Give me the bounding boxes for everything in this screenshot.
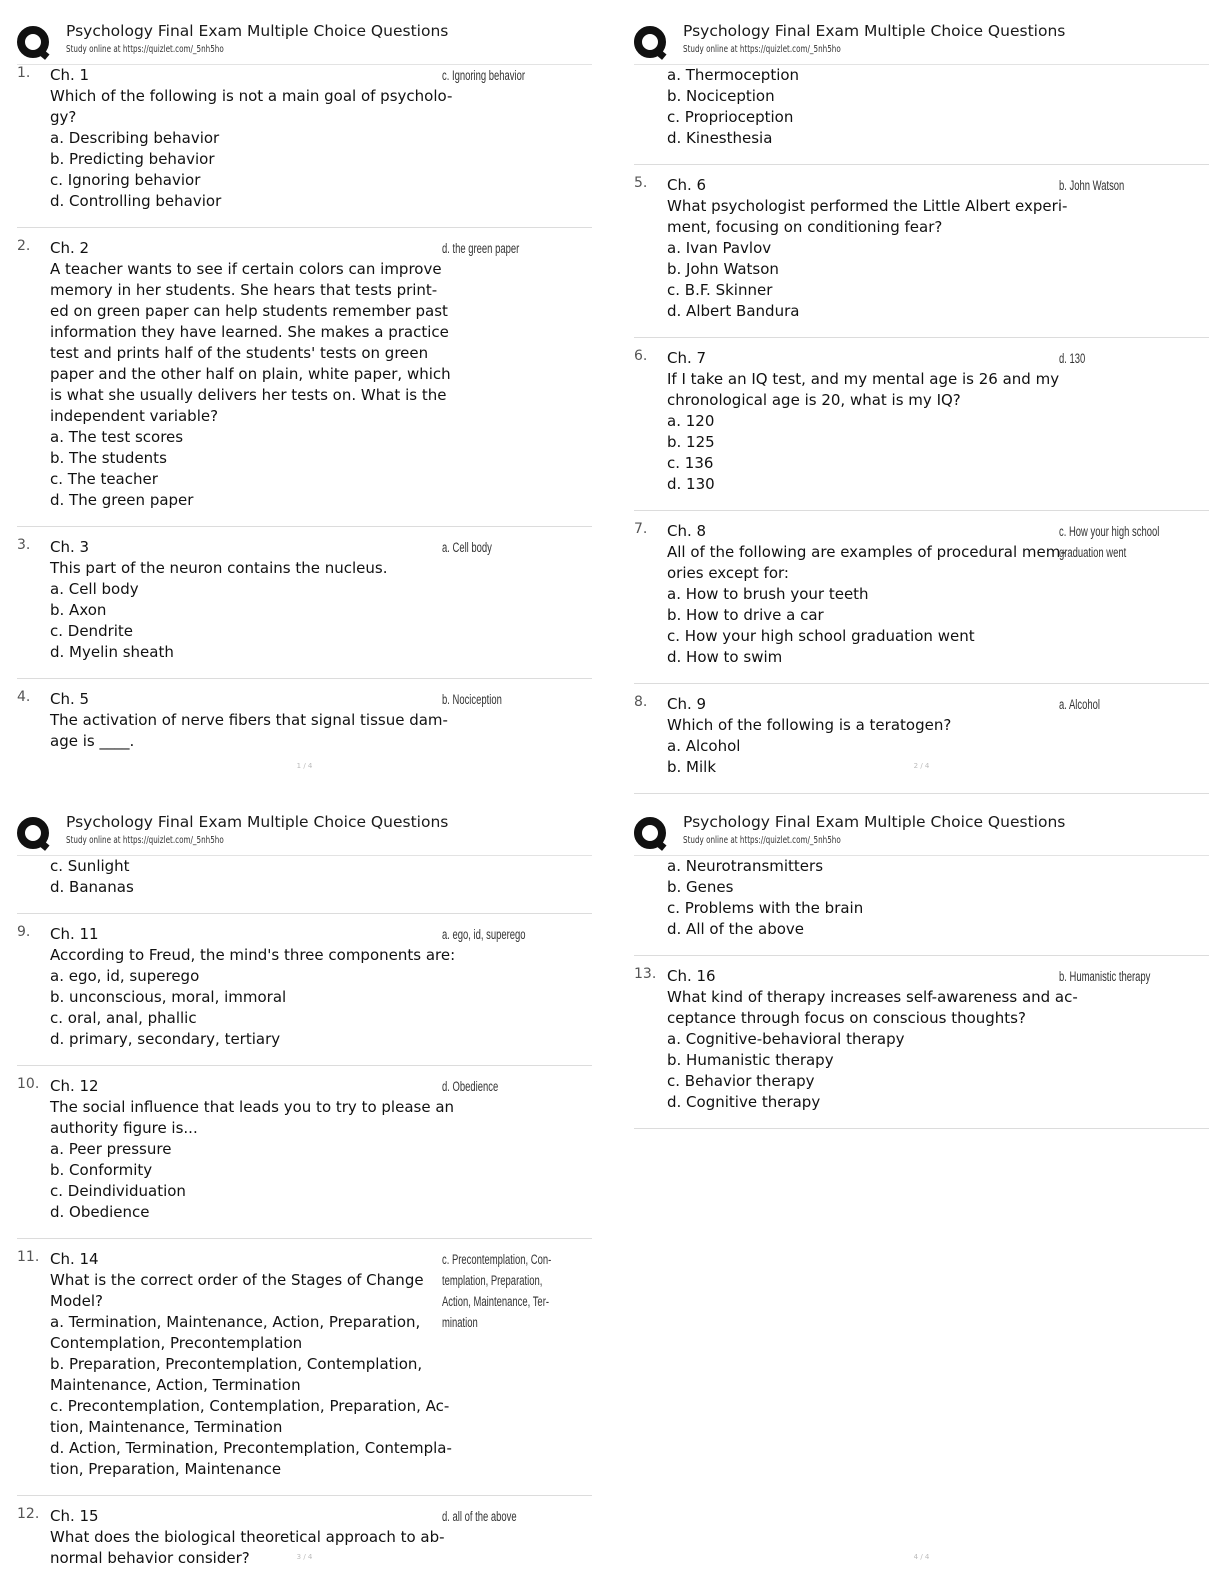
chapter-label: Ch. 16	[667, 967, 716, 985]
question-line: b. Milk	[667, 758, 717, 776]
question-line: Contemplation, Precontemplation	[50, 1334, 303, 1352]
question-text	[667, 856, 1057, 940]
question-line: authority figure is...	[50, 1119, 198, 1137]
answer-line: templation, Preparation,	[442, 1273, 543, 1288]
question-line: a. Termination, Maintenance, Action, Preparation,	[50, 1313, 421, 1331]
question-list	[634, 856, 1209, 1139]
question-line: a. Alcohol	[667, 737, 741, 755]
question-line: b. Preparation, Precontemplation, Contemplation,	[50, 1355, 423, 1373]
question-line: a. The test scores	[50, 428, 184, 446]
page-3	[17, 813, 592, 1593]
question-line: d. Kinesthesia	[667, 129, 773, 147]
question-number: 13.	[634, 966, 657, 982]
chapter-label: Ch. 15	[50, 1507, 99, 1525]
question-line: ceptance through focus on conscious thoughts?	[667, 1009, 1026, 1027]
doc-title: Psychology Final Exam Multiple Choice Questions	[66, 813, 449, 831]
question-text	[50, 238, 451, 511]
question-card	[634, 521, 1209, 684]
question-text	[50, 1249, 452, 1480]
question-line: d. Bananas	[50, 878, 134, 896]
question-line: b. How to drive a car	[667, 606, 824, 624]
question-line: a. Describing behavior	[50, 129, 220, 147]
question-line: d. primary, secondary, tertiary	[50, 1030, 281, 1048]
chapter-label: Ch. 11	[50, 925, 99, 943]
answer-line: d. 130	[1059, 351, 1086, 366]
question-number: 4.	[17, 689, 31, 705]
chapter-label: Ch. 1	[50, 66, 90, 84]
question-line: The social influence that leads you to try to please an	[50, 1098, 455, 1116]
question-number: 10.	[17, 1076, 40, 1092]
question-card	[17, 1506, 592, 1584]
question-line: gy?	[50, 108, 77, 126]
question-line: What kind of therapy increases self-awareness and ac-	[667, 988, 1078, 1006]
question-text	[50, 65, 453, 212]
question-number: 5.	[634, 175, 648, 191]
question-line: b. unconscious, moral, immoral	[50, 988, 287, 1006]
quizlet-logo-icon	[17, 26, 51, 60]
answer-line: b. John Watson	[1059, 178, 1125, 193]
doc-subtitle: Study online at https://quizlet.com/_5nh5ho	[683, 835, 841, 846]
question-card	[17, 1249, 592, 1496]
question-line: c. Precontemplation, Contemplation, Preparation, Ac-	[50, 1397, 450, 1415]
question-number: 12.	[17, 1506, 40, 1522]
question-line: information they have learned. She makes a practice	[50, 323, 449, 341]
doc-subtitle: Study online at https://quizlet.com/_5nh5ho	[683, 44, 841, 55]
question-text	[667, 966, 1078, 1113]
question-line: c. Ignoring behavior	[50, 171, 201, 189]
question-line: c. 136	[667, 454, 714, 472]
answer-key	[442, 1249, 592, 1333]
question-card	[17, 537, 592, 679]
chapter-label: Ch. 2	[50, 239, 90, 257]
question-line: This part of the neuron contains the nucleus.	[50, 559, 388, 577]
question-line: b. Genes	[667, 878, 734, 896]
answer-line: mination	[442, 1315, 478, 1330]
answer-key	[1059, 175, 1209, 196]
question-line: A teacher wants to see if certain colors can improve	[50, 260, 442, 278]
question-line: b. Conformity	[50, 1161, 153, 1179]
chapter-label: Ch. 5	[50, 690, 90, 708]
answer-line: d. all of the above	[442, 1509, 517, 1524]
question-line: d. Controlling behavior	[50, 192, 222, 210]
question-line: c. oral, anal, phallic	[50, 1009, 197, 1027]
question-card	[17, 689, 592, 767]
question-list	[17, 856, 592, 1593]
question-line: d. Obedience	[50, 1203, 150, 1221]
question-line: c. B.F. Skinner	[667, 281, 773, 299]
answer-key	[442, 1506, 592, 1527]
question-line: According to Freud, the mind's three components are:	[50, 946, 456, 964]
answer-key	[442, 65, 592, 86]
question-line: paper and the other half on plain, white paper, which	[50, 365, 451, 383]
question-line: c. Deindividuation	[50, 1182, 186, 1200]
page-header	[634, 22, 1209, 70]
question-line: Maintenance, Action, Termination	[50, 1376, 301, 1394]
question-continuation	[17, 856, 592, 914]
answer-key	[442, 924, 592, 945]
question-line: memory in her students. She hears that tests print-	[50, 281, 438, 299]
question-line: d. Action, Termination, Precontemplation, Contempla-	[50, 1439, 452, 1457]
question-line: What is the correct order of the Stages of Change	[50, 1271, 424, 1289]
doc-subtitle: Study online at https://quizlet.com/_5nh5ho	[66, 835, 224, 846]
answer-line: a. Alcohol	[1059, 697, 1100, 712]
question-line: ed on green paper can help students remember past	[50, 302, 448, 320]
question-line: c. The teacher	[50, 470, 158, 488]
question-line: c. Behavior therapy	[667, 1072, 815, 1090]
question-text	[667, 65, 1057, 149]
answer-line: a. Cell body	[442, 540, 492, 555]
question-number: 8.	[634, 694, 648, 710]
question-line: b. Predicting behavior	[50, 150, 215, 168]
quizlet-logo-icon	[634, 26, 668, 60]
chapter-label: Ch. 14	[50, 1250, 99, 1268]
question-line: a. Cognitive-behavioral therapy	[667, 1030, 905, 1048]
question-card	[17, 1076, 592, 1239]
question-line: a. Cell body	[50, 580, 139, 598]
question-line: a. How to brush your teeth	[667, 585, 869, 603]
question-card	[634, 966, 1209, 1129]
answer-line: b. Humanistic therapy	[1059, 969, 1151, 984]
question-line: The activation of nerve fibers that signal tissue dam-	[50, 711, 448, 729]
page-number: 1 / 4	[296, 762, 313, 770]
question-line: test and prints half of the students' tests on green	[50, 344, 429, 362]
question-card	[17, 924, 592, 1066]
question-number: 9.	[17, 924, 31, 940]
answer-key	[1059, 966, 1209, 987]
page-4	[634, 813, 1209, 1593]
answer-line: d. Obedience	[442, 1079, 499, 1094]
answer-key	[442, 238, 592, 259]
question-line: What psychologist performed the Little Albert experi-	[667, 197, 1068, 215]
question-line: b. Humanistic therapy	[667, 1051, 834, 1069]
question-number: 3.	[17, 537, 31, 553]
answer-key	[442, 537, 592, 558]
doc-title: Psychology Final Exam Multiple Choice Questions	[683, 22, 1066, 40]
question-text	[50, 1076, 455, 1223]
page-header	[634, 813, 1209, 861]
answer-line: d. the green paper	[442, 241, 520, 256]
question-line: a. Peer pressure	[50, 1140, 172, 1158]
answer-key	[442, 1076, 592, 1097]
doc-title: Psychology Final Exam Multiple Choice Questions	[683, 813, 1066, 831]
question-line: is what she usually delivers her tests on. What is the	[50, 386, 447, 404]
quizlet-logo-icon	[634, 817, 668, 851]
answer-line: c. How your high school	[1059, 524, 1160, 539]
question-line: Which of the following is a teratogen?	[667, 716, 952, 734]
question-text	[50, 537, 440, 663]
question-text	[667, 521, 1066, 668]
question-line: tion, Maintenance, Termination	[50, 1418, 283, 1436]
page-1	[17, 22, 592, 802]
question-number: 6.	[634, 348, 648, 364]
page-2	[634, 22, 1209, 802]
question-line: c. How your high school graduation went	[667, 627, 975, 645]
question-line: b. Axon	[50, 601, 107, 619]
question-line: ories except for:	[667, 564, 789, 582]
page-header	[17, 22, 592, 70]
question-card	[634, 175, 1209, 338]
question-number: 2.	[17, 238, 31, 254]
answer-line: b. Nociception	[442, 692, 502, 707]
question-line: d. All of the above	[667, 920, 805, 938]
question-line: age is ____.	[50, 732, 135, 750]
question-line: All of the following are examples of procedural mem-	[667, 543, 1066, 561]
page-number: 4 / 4	[913, 1553, 930, 1561]
question-line: c. Problems with the brain	[667, 899, 864, 917]
answer-line: a. ego, id, superego	[442, 927, 526, 942]
quizlet-logo-icon	[17, 817, 51, 851]
question-line: If I take an IQ test, and my mental age is 26 and my	[667, 370, 1060, 388]
question-text	[50, 924, 456, 1050]
question-card	[634, 694, 1209, 794]
question-line: ment, focusing on conditioning fear?	[667, 218, 943, 236]
chapter-label: Ch. 8	[667, 522, 707, 540]
question-card	[17, 238, 592, 527]
question-line: Model?	[50, 1292, 103, 1310]
chapter-label: Ch. 7	[667, 349, 707, 367]
question-line: d. The green paper	[50, 491, 194, 509]
chapter-label: Ch. 3	[50, 538, 90, 556]
question-line: c. Proprioception	[667, 108, 794, 126]
page-header	[17, 813, 592, 861]
question-line: d. Albert Bandura	[667, 302, 800, 320]
answer-key	[442, 689, 592, 710]
question-continuation	[634, 856, 1209, 956]
question-line: a. Thermoception	[667, 66, 800, 84]
question-line: b. Nociception	[667, 87, 775, 105]
chapter-label: Ch. 9	[667, 695, 707, 713]
question-line: c. Dendrite	[50, 622, 134, 640]
answer-line: Action, Maintenance, Ter-	[442, 1294, 549, 1309]
question-line: tion, Preparation, Maintenance	[50, 1460, 282, 1478]
question-list	[17, 65, 592, 777]
question-line: d. How to swim	[667, 648, 783, 666]
question-line: What does the biological theoretical approach to ab-	[50, 1528, 445, 1546]
answer-line: c. Ignoring behavior	[442, 68, 526, 83]
question-line: b. The students	[50, 449, 167, 467]
question-text	[50, 856, 440, 898]
question-line: b. 125	[667, 433, 715, 451]
question-line: a. ego, id, superego	[50, 967, 200, 985]
doc-subtitle: Study online at https://quizlet.com/_5nh5ho	[66, 44, 224, 55]
question-continuation	[634, 65, 1209, 165]
question-line: independent variable?	[50, 407, 219, 425]
question-line: a. Neurotransmitters	[667, 857, 824, 875]
question-line: d. Myelin sheath	[50, 643, 174, 661]
doc-title: Psychology Final Exam Multiple Choice Questions	[66, 22, 449, 40]
answer-line: graduation went	[1059, 545, 1127, 560]
question-card	[634, 348, 1209, 511]
question-line: d. 130	[667, 475, 715, 493]
question-line: c. Sunlight	[50, 857, 130, 875]
question-card	[17, 65, 592, 228]
question-text	[50, 689, 448, 752]
answer-key	[1059, 521, 1209, 563]
question-list	[634, 65, 1209, 802]
question-text	[667, 348, 1060, 495]
question-line: b. John Watson	[667, 260, 779, 278]
question-number: 7.	[634, 521, 648, 537]
question-line: a. 120	[667, 412, 715, 430]
chapter-label: Ch. 12	[50, 1077, 99, 1095]
question-line: d. Cognitive therapy	[667, 1093, 821, 1111]
question-line: a. Ivan Pavlov	[667, 239, 772, 257]
page-number: 3 / 4	[296, 1553, 313, 1561]
chapter-label: Ch. 6	[667, 176, 707, 194]
question-line: chronological age is 20, what is my IQ?	[667, 391, 961, 409]
question-number: 1.	[17, 65, 31, 81]
page-number: 2 / 4	[913, 762, 930, 770]
question-text	[667, 175, 1068, 322]
answer-line: c. Precontemplation, Con-	[442, 1252, 552, 1267]
answer-key	[1059, 694, 1209, 715]
answer-key	[1059, 348, 1209, 369]
question-line: Which of the following is not a main goal of psycholo-	[50, 87, 453, 105]
question-number: 11.	[17, 1249, 40, 1265]
question-line: normal behavior consider?	[50, 1549, 250, 1567]
